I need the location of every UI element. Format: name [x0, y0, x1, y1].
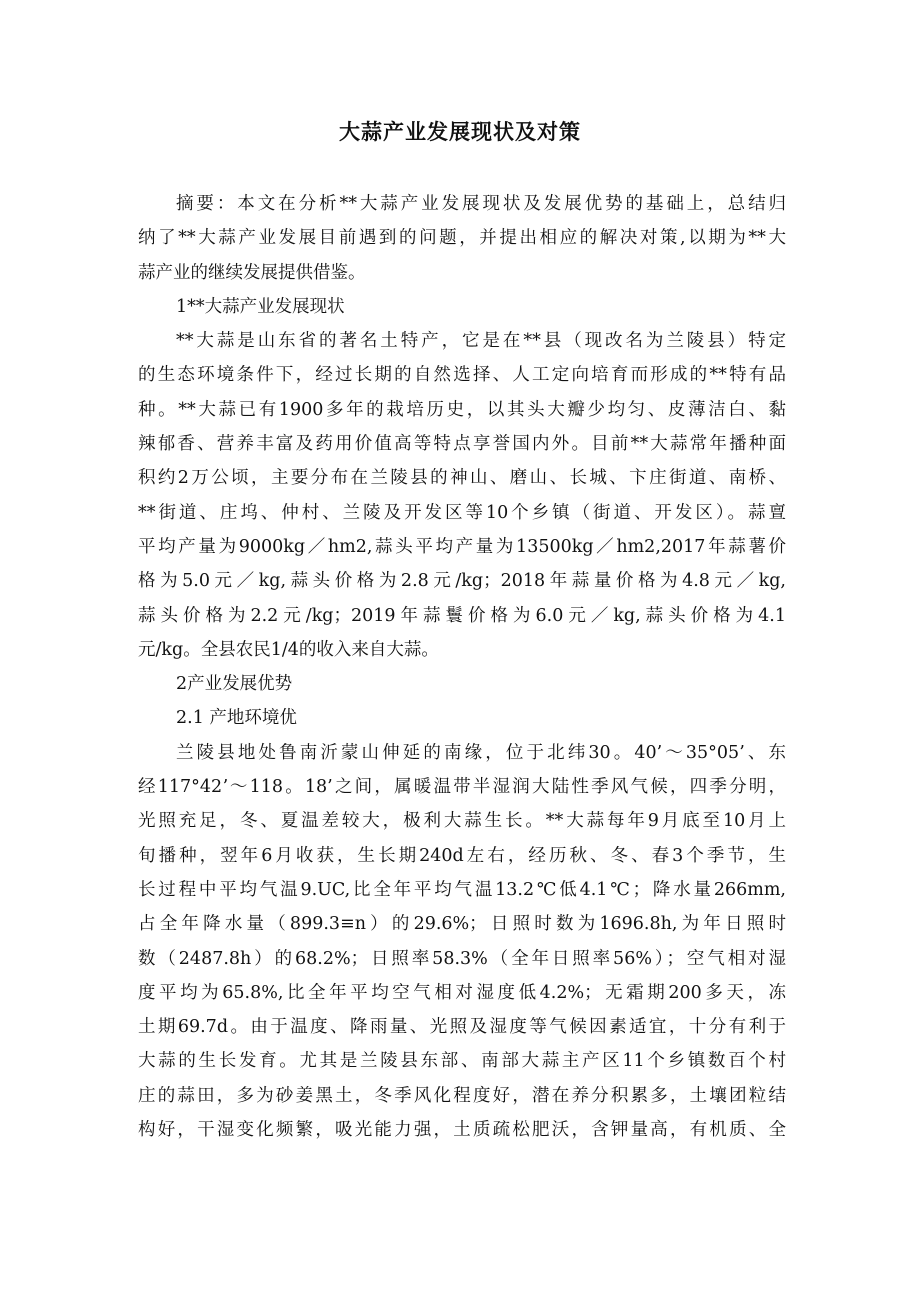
- text-line: 积约2万公顷，主要分布在兰陵县的神山、磨山、长城、卞庄街道、南桥、: [138, 468, 786, 489]
- text-line: 纳了**大蒜产业发展目前遇到的问题，并提出相应的解决对策,以期为**大: [138, 228, 786, 249]
- text-line: 大蒜的生长发育。尤其是兰陵县东部、南部大蒜主产区11个乡镇数百个村: [138, 1051, 786, 1072]
- text-line: 2.1 产地环境优: [176, 708, 297, 729]
- text-line: 度平均为65.8%,比全年平均空气相对湿度低4.2%；无霜期200多天，冻: [138, 982, 786, 1003]
- text-line: 蒜产业的继续发展提供借鉴。: [138, 262, 366, 283]
- text-line: **大蒜是山东省的著名土特产，它是在**县（现改名为兰陵县）特定: [176, 331, 786, 352]
- document-title: 大蒜产业发展现状及对策: [339, 120, 581, 144]
- text-line: 格为5.0元／kg,蒜头价格为2.8元/kg；2018年蒜量价格为4.8元／kg,: [138, 571, 786, 592]
- text-line: 构好，干湿变化频繁，吸光能力强，土质疏松肥沃，含钾量高，有机质、全: [138, 1120, 786, 1141]
- text-line: 经117°42ʼ～118。18’之间，属暖温带半湿润大陆性季风气候，四季分明，: [138, 777, 786, 798]
- text-line: 摘要：本文在分析**大蒜产业发展现状及发展优势的基础上，总结归: [176, 194, 786, 214]
- text-line: 2产业发展优势: [176, 674, 293, 695]
- text-line: 平均产量为9000kg／hm2,蒜头平均产量为13500kg／hm2,2017年蒜薯价: [138, 536, 786, 557]
- text-line: 土期69.7d。由于温度、降雨量、光照及湿度等气候因素适宜，十分有利于: [138, 1017, 786, 1038]
- text-line: 数（2487.8h）的68.2%；日照率58.3%（全年日照率56%）；空气相对湿: [138, 948, 786, 969]
- text-line: 旬播种，翌年6月收获，生长期240d左右，经历秋、冬、春3个季节，生: [138, 845, 786, 866]
- text-line: 蒜头价格为2.2元/kg；2019年蒜鬟价格为6.0元／kg,蒜头价格为4.1: [138, 605, 786, 626]
- text-line: 1**大蒜产业发展现状: [176, 296, 345, 317]
- text-line: 长过程中平均气温9.UC,比全年平均气温13.2℃低4.1℃；降水量266mm,: [138, 879, 786, 900]
- text-line: 占全年降水量（899.3≡n）的29.6%；日照时数为1696.8h,为年日照时: [138, 914, 786, 935]
- document-body: [138, 187, 786, 1147]
- text-line: 的生态环境条件下，经过长期的自然选择、人工定向培育而形成的**特有品: [138, 365, 786, 386]
- text-line: 元/kg。全县农民1/4的收入来自大蒜。: [138, 639, 439, 660]
- text-line: 种。**大蒜已有1900多年的栽培历史，以其头大瓣少均匀、皮薄洁白、黏: [138, 399, 786, 420]
- text-line: 庄的蒜田，多为砂姜黑土，冬季风化程度好，潜在养分积累多，土壤团粒结: [138, 1085, 786, 1106]
- text-line: 光照充足，冬、夏温差较大，极利大蒜生长。**大蒜每年9月底至10月上: [138, 811, 786, 832]
- text-line: 辣郁香、营养丰富及药用价值高等特点享誉国内外。目前**大蒜常年播种面: [138, 434, 786, 455]
- text-line: **街道、庄坞、仲村、兰陵及开发区等10个乡镇（街道、开发区）。蒜亶: [138, 502, 786, 523]
- text-line: 兰陵县地处鲁南沂蒙山伸延的南缘，位于北纬30。40’～35°05’、东: [176, 742, 786, 763]
